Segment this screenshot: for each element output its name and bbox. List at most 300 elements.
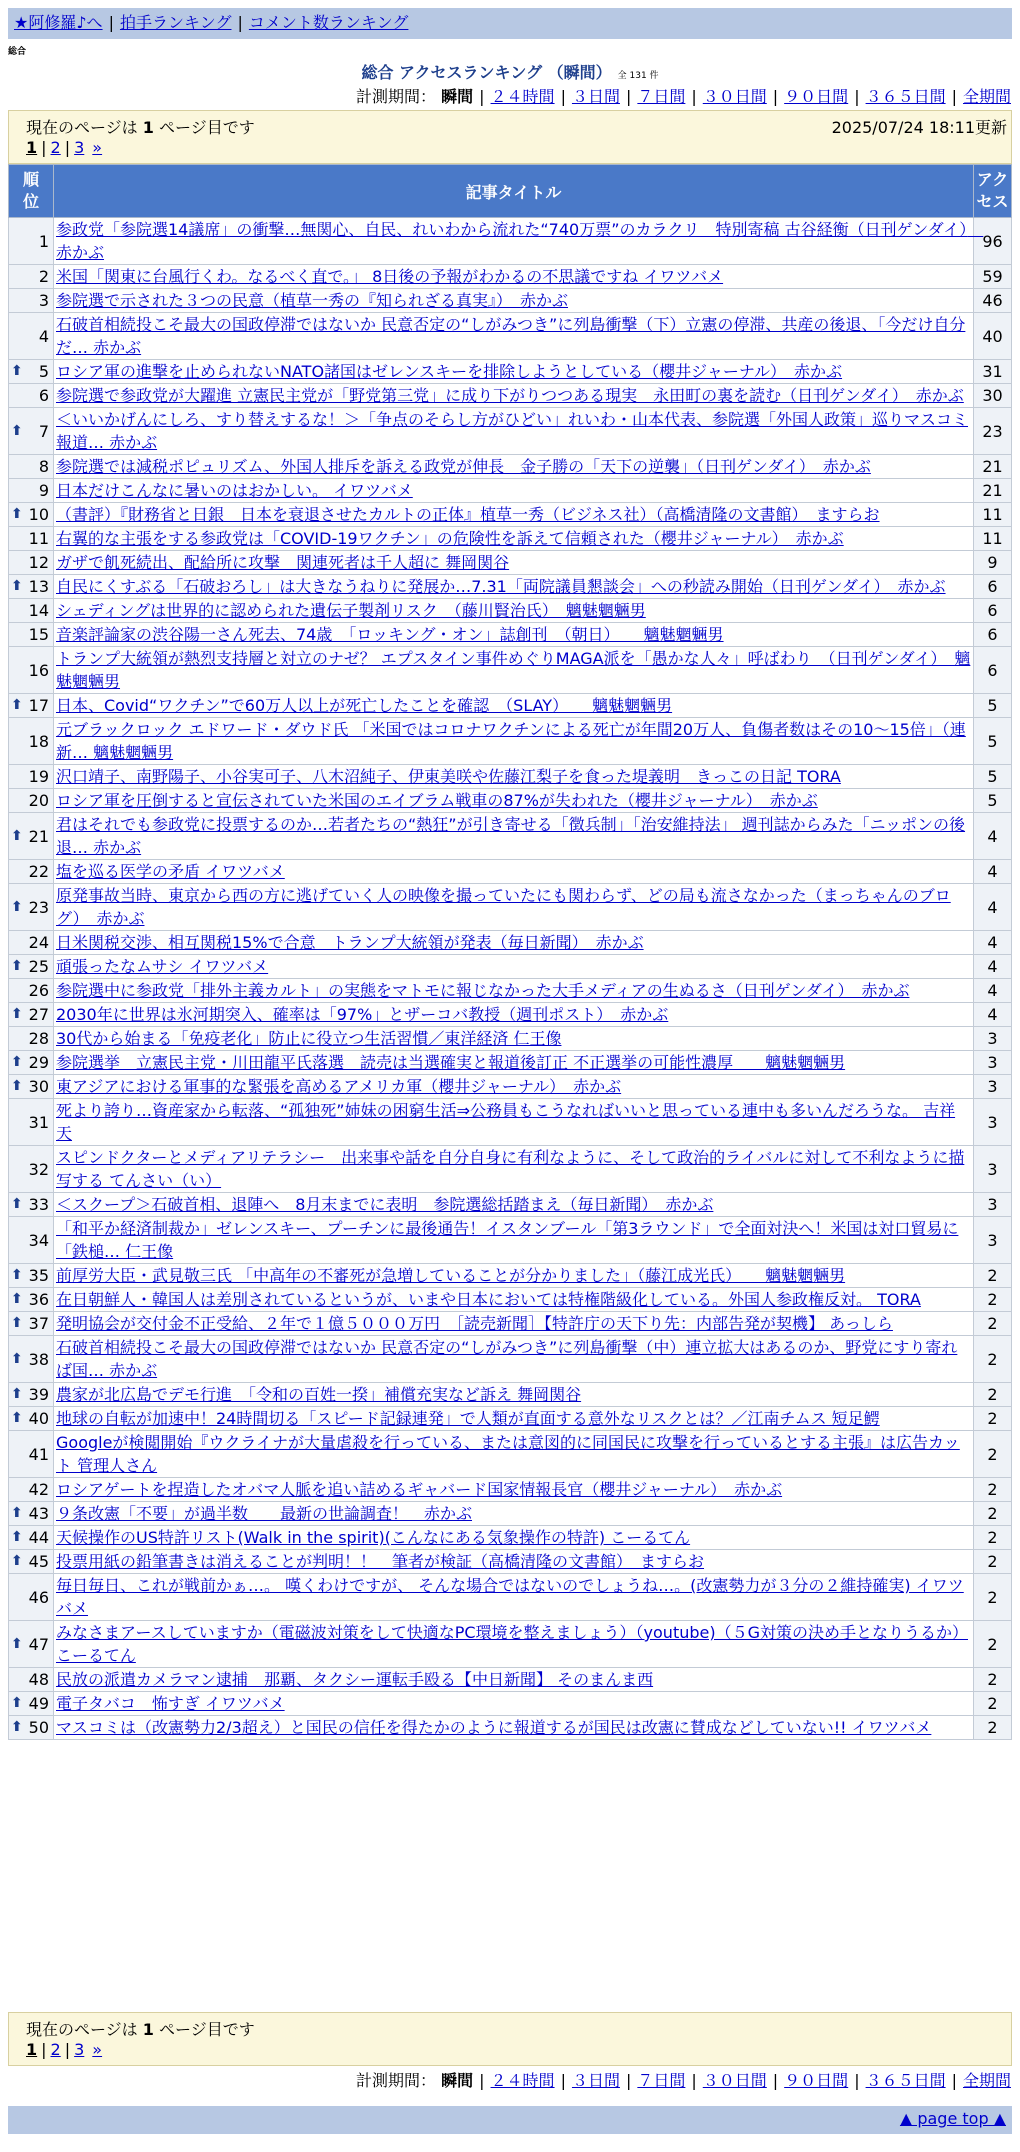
rank-number: 1 [38,231,49,251]
access-count: 6 [974,623,1012,647]
separator: | [479,2071,485,2090]
article-title-link[interactable]: マスコミは（改憲勢力2/3超え）と国民の信任を得たかのように報道するが国民は改憲に賛成などしていない!! イワツバメ [56,1718,932,1737]
rank-number: 19 [28,767,49,786]
title-cell [54,289,974,313]
page-status-suffix: ページ目です [159,2020,255,2039]
access-count: 5 [974,765,1012,789]
rank-number: 44 [28,1528,49,1547]
rank-number: 48 [28,1670,49,1689]
rank-number: 39 [28,1385,49,1404]
rank-up-arrow-icon: ⬆ [11,422,23,439]
period-current: 瞬間 [441,2071,474,2090]
title-cell [54,265,974,289]
access-count: 2 [974,1478,1012,1502]
separator: | [237,13,243,32]
title-cell [54,218,984,265]
article-title-link[interactable]: 日本、Covid“ワクチン”で60万人以上が死亡したことを確認 （SLAY） 魑魅魍魎男 [56,696,673,715]
article-title-link[interactable]: 自民にくすぶる「石破おろし」は大きなうねりに発展か…7.31「両院議員懇談会」への秒読み開始（日刊ゲンダイ） 赤かぶ [56,577,946,596]
article-title-link[interactable]: 前厚労大臣・武見敬三氏 「中高年の不審死が急増していることが分かりました」（藤江成光氏） 魑魅魍魎男 [56,1266,846,1285]
article-title-link[interactable]: ９条改憲「不要」が過半数 最新の世論調査！ 赤かぶ [56,1504,473,1523]
rank-up-arrow-icon: ⬆ [11,363,23,379]
table-row [9,503,1012,527]
next-page-link[interactable]: » [92,138,103,157]
table-row [9,1312,1012,1336]
page-status-suffix: ページ目です [159,118,255,137]
section-label: 総合 [8,47,27,57]
table-row [9,575,1012,599]
page-info-top [8,110,1012,164]
access-count: 5 [974,694,1012,718]
article-title-link[interactable]: 毎日毎日、これが戦前かぁ…。 嘆くわけですが、 そんな場合ではないのでしょうね…。(改憲勢力が３分の２維持確実) イワツバメ [56,1576,964,1618]
rank-number: 28 [28,1029,49,1048]
access-count: 2 [974,1336,1012,1383]
rank-number: 30 [28,1077,49,1096]
period-365d-link[interactable]: ３６５日間 [865,87,946,106]
rank-up-arrow-icon: ⬆ [11,1719,23,1735]
access-count: 4 [974,979,1012,1003]
rank-number: 23 [28,897,49,917]
article-title-link[interactable]: 米国「関東に台風行くわ。なるべく直で。」 8日後の予報がわかるの不思議ですね イワツバメ [56,267,724,286]
rank-cell [9,1336,54,1383]
separator: | [64,2040,71,2059]
title-cell [54,1312,974,1336]
article-title-link[interactable]: 右翼的な主張をする参政党は「COVID-19ワクチン」の危険性を訴えて信頼された（櫻井ジャーナル） 赤かぶ [56,529,844,548]
comment-ranking-link[interactable]: コメント数ランキング [248,13,409,32]
rank-number: 25 [28,957,49,976]
rank-cell [9,765,54,789]
rank-number: 11 [28,529,49,548]
table-row [9,1075,1012,1099]
title-cell [54,931,974,955]
table-row [9,551,1012,575]
article-title-link[interactable]: 民放の派遣カメラマン逮捕 那覇、タクシー運転手殴る【中日新聞】 そのまんま西 [56,1670,654,1689]
title-cell [54,623,974,647]
access-count: 6 [974,599,1012,623]
rank-up-arrow-icon: ⬆ [11,578,23,594]
period-all-link[interactable]: 全期間 [962,2071,1011,2090]
rank-number: 10 [28,505,49,524]
access-count: 6 [974,575,1012,599]
title-cell [54,527,974,551]
rank-cell [9,1526,54,1550]
title-cell [54,813,974,860]
applause-ranking-link[interactable]: 拍手ランキング [119,13,232,32]
access-count: 4 [974,860,1012,884]
article-title-link[interactable]: Googleが検閲開始『ウクライナが大量虐殺を行っている、または意図的に同国民に攻撃を行っているとする主張』は広告カット 管理人さん [56,1433,960,1475]
rank-number: 20 [28,791,49,810]
rank-up-arrow-icon: ⬆ [11,1291,23,1307]
access-count: 3 [974,1027,1012,1051]
table-row [9,1051,1012,1075]
rank-number: 2 [38,267,49,286]
article-title-link[interactable]: 東アジアにおける軍事的な緊張を高めるアメリカ軍（櫻井ジャーナル） 赤かぶ [56,1077,622,1096]
article-title-link[interactable]: ＜スクープ＞石破首相、退陣へ 8月末までに表明 参院選総括踏まえ（毎日新聞） 赤かぶ [56,1195,714,1214]
rank-number: 16 [28,660,49,680]
article-title-link[interactable]: 参院選で示された３つの民意（植草一秀の『知られざる真実』） 赤かぶ [56,291,569,310]
access-count: 59 [974,265,1012,289]
access-count: 21 [974,455,1012,479]
article-title-link[interactable]: 参院選中に参政党「排外主義カルト」の実態をマトモに報じなかった大手メディアの生ぬるさ（日刊ゲンダイ） 赤かぶ [56,981,910,1000]
title-cell [54,575,974,599]
rank-cell [9,623,54,647]
article-title-link[interactable]: 原発事故当時、東京から西の方に逃げていく人の映像を撮っていたにも関わらず、どの局も流さなかった（まっちゃんのブログ） 赤かぶ [56,886,951,928]
period-all-link[interactable]: 全期間 [962,87,1011,106]
table-row [9,1668,1012,1692]
page-title [0,60,1020,83]
access-count: 4 [974,955,1012,979]
article-title-link[interactable]: 「和平か経済制裁か」ゼレンスキー、プーチンに最後通告！イスタンブール「第3ラウンド」で全面対決へ！米国は対口貿易に「鉄槌… 仁王像 [56,1219,959,1261]
page-status-number: 1 [142,2020,154,2039]
separator: | [772,2071,779,2090]
rank-cell [9,384,54,408]
title-cell [54,455,974,479]
rank-cell [9,1668,54,1692]
rank-cell [9,1003,54,1027]
article-title-link[interactable]: 石破首相続投こそ最大の国政停滞ではないか 民意否定の“しがみつき”に列島衝撃（下）立憲の停滞、共産の後退、「今だけ自分だ… 赤かぶ [56,315,966,357]
table-row [9,1099,1012,1146]
table-row [9,1502,1012,1526]
table-row [9,1550,1012,1574]
access-count: 2 [974,1621,1012,1668]
rank-cell [9,813,54,860]
rank-up-arrow-icon: ⬆ [11,1553,23,1569]
access-count: 4 [974,884,1012,931]
article-title-link[interactable]: 日米関税交渉、相互関税15%で合意 トランプ大統領が発表（毎日新聞） 赤かぶ [56,933,644,952]
table-row [9,1146,1012,1193]
rank-cell [9,575,54,599]
access-count: 3 [974,1217,1012,1264]
access-count: 30 [974,384,1012,408]
rank-cell [9,1621,54,1668]
home-link[interactable]: ★阿修羅♪へ [14,13,103,32]
title-cell [54,979,974,1003]
rank-cell [9,360,54,384]
rank-number: 9 [38,481,49,500]
rank-cell [9,527,54,551]
rank-up-arrow-icon: ⬆ [11,1078,23,1094]
table-row [9,931,1012,955]
article-title-link[interactable]: スピンドクターとメディアリテラシー 出来事や話を自分自身に有利なように、そして政治的ライバルに対して不利なように描写する てんさい（い） [56,1148,965,1190]
updated-timestamp: 2025/07/24 18:11更新 [831,118,1007,137]
rank-number: 34 [28,1230,49,1250]
title-cell [54,1526,974,1550]
table-row [9,694,1012,718]
article-title-link[interactable]: 在日朝鮮人・韓国人は差別されているというが、いまや日本においては特権階級化している。外国人参政権反対。 TORA [56,1290,921,1309]
table-row [9,1692,1012,1716]
rank-cell [9,718,54,765]
table-row [9,527,1012,551]
article-title-link[interactable]: 参院選では減税ポピュリズム、外国人排斥を訴える政党が伸長 金子勝の「天下の逆襲」（日刊ゲンダイ） 赤かぶ [56,457,871,476]
article-title-link[interactable]: 沢口靖子、南野陽子、小谷実可子、八木沼純子、伊東美咲や佐藤江梨子を食った堤義明 きっこの日記 TORA [56,767,841,786]
article-title-link[interactable]: みなさまアースしていますか（電磁波対策をして快適なPC環境を整えましょう）（youtube)（５G対策の決め手となりうるか） こーるてん [56,1623,968,1665]
table-row [9,1431,1012,1478]
table-row [9,384,1012,408]
access-count: 3 [974,1193,1012,1217]
current-page: 1 [26,2040,38,2059]
title-cell [54,1003,974,1027]
access-count: 3 [974,1099,1012,1146]
rank-up-arrow-icon: ⬆ [11,827,23,844]
rank-number: 5 [38,362,49,381]
access-header: アクセス [974,165,1012,218]
rank-cell [9,1716,54,1740]
rank-cell [9,1550,54,1574]
article-title-link[interactable]: 30代から始まる「免疫老化」防止に役立つ生活習慣／東洋経済 仁王像 [56,1029,562,1048]
table-row [9,718,1012,765]
page-3-link[interactable]: 3 [74,138,85,157]
rank-cell [9,218,54,265]
article-title-link[interactable]: 2030年に世界は氷河期突入、確率は「97%」とザーコバ教授（週刊ポスト） 赤かぶ [56,1005,669,1024]
table-row [9,479,1012,503]
separator: | [41,138,47,157]
table-row [9,360,1012,384]
rank-cell [9,1478,54,1502]
separator: | [951,2071,957,2090]
rank-number: 49 [28,1694,49,1713]
period-365d-link[interactable]: ３６５日間 [865,2071,946,2090]
title-cell [54,1264,974,1288]
access-count: 4 [974,931,1012,955]
total-count: 全 131 件 [617,71,659,81]
rank-cell [9,1383,54,1407]
separator: | [951,87,957,106]
title-cell [54,384,974,408]
title-cell [54,1075,974,1099]
page-status-prefix: 現在のページは [26,118,138,137]
rank-cell [9,694,54,718]
table-row [9,1407,1012,1431]
rank-number: 38 [28,1349,49,1369]
period-3d-link[interactable]: ３日間 [571,2071,620,2090]
table-row [9,979,1012,1003]
period-selector-bottom [356,2070,1011,2092]
table-row [9,1027,1012,1051]
period-selector-top [356,86,1011,108]
title-header: 記事タイトル [54,165,974,218]
access-count: 2 [974,1264,1012,1288]
rank-cell [9,1264,54,1288]
ranking-table [8,164,1012,1740]
article-title-link[interactable]: 日本だけこんなに暑いのはおかしい。 イワツバメ [56,481,413,500]
article-title-link[interactable]: 塩を巡る医学の矛盾 イワツバメ [56,862,285,881]
article-title-link[interactable]: シェディングは世界的に認められた遺伝子製剤リスク （藤川賢治氏） 魑魅魍魎男 [56,601,646,620]
next-page-link[interactable]: » [92,2040,103,2059]
period-90d-link[interactable]: ９０日間 [784,87,849,106]
rank-up-arrow-icon: ⬆ [11,898,23,915]
separator: | [854,87,860,106]
article-title-link[interactable]: 地球の自転が加速中！24時間切る「スピード記録連発」で人類が直面する意外なリスクとは？／江南チムス 短足鰐 [56,1409,880,1428]
rank-number: 45 [28,1552,49,1571]
table-row [9,1336,1012,1383]
rank-cell [9,1146,54,1193]
separator: | [560,87,566,106]
rank-up-arrow-icon: ⬆ [11,1315,23,1331]
period-7d-link[interactable]: ７日間 [637,87,686,106]
page-top-link[interactable]: ▲ page top ▲ [899,2109,1006,2128]
title-cell [54,1099,974,1146]
period-30d-link[interactable]: ３０日間 [702,2071,767,2090]
top-nav-bar [8,8,1012,39]
rank-cell [9,884,54,931]
separator: | [772,87,779,106]
rank-number: 33 [28,1195,49,1214]
article-title-link[interactable]: ロシア軍を圧倒すると宣伝されていた米国のエイブラム戦車の87%が失われた（櫻井ジャーナル） 赤かぶ [56,791,818,810]
access-count: 2 [974,1550,1012,1574]
rank-cell [9,1692,54,1716]
article-title-link[interactable]: 農家が北広島でデモ行進 「令和の百姓一揆」補償充実など訴え 舞岡関谷 [56,1385,582,1404]
title-cell [54,551,974,575]
article-title-link[interactable]: 音楽評論家の渋谷陽一さん死去、74歳 「ロッキング・オン」誌創刊 （朝日） 魑魅魍魎男 [56,625,724,644]
ranking-title: 総合 アクセスランキング （瞬間） [361,63,612,82]
title-cell [54,1574,974,1621]
article-title-link[interactable]: 投票用紙の鉛筆書きは消えることが判明！！ 筆者が検証（高橋清隆の文書館） ますらお [56,1552,705,1571]
access-count: 4 [974,813,1012,860]
rank-cell [9,1288,54,1312]
rank-up-arrow-icon: ⬆ [11,1196,23,1212]
article-title-link[interactable]: 石破首相続投こそ最大の国政停滞ではないか 民意否定の“しがみつき”に列島衝撃（中）連立拡大はあるのか、野党にすり寄れば国… 赤かぶ [56,1338,958,1380]
article-title-link[interactable]: 参院選で参政党が大躍進 立憲民主党が「野党第三党」に成り下がりつつある現実 永田町の裏を読む（日刊ゲンダイ） 赤かぶ [56,386,964,405]
access-count: 3 [974,1051,1012,1075]
page-3-link[interactable]: 3 [74,2040,85,2059]
rank-number: 29 [28,1053,49,1072]
table-row [9,218,1012,265]
title-cell [54,860,974,884]
rank-up-arrow-icon: ⬆ [11,1529,23,1545]
separator: | [625,87,632,106]
title-cell [54,1288,974,1312]
table-header-row [9,165,1012,218]
article-title-link[interactable]: 天候操作のUS特許リスト(Walk in the spirit)(こんなにある気象操作の特許) こーるてん [56,1528,691,1547]
rank-number: 47 [28,1634,49,1654]
title-cell [54,1668,974,1692]
rank-cell [9,599,54,623]
article-title-link[interactable]: （書評）『財務省と日銀 日本を衰退させたカルトの正体』植草一秀（ビジネス社）（高橋清隆の文書館） ますらお [56,505,880,524]
period-7d-link[interactable]: ７日間 [637,2071,686,2090]
table-row [9,1217,1012,1264]
access-count: 5 [974,718,1012,765]
title-cell [54,1431,974,1478]
access-count: 11 [974,527,1012,551]
article-title-link[interactable]: 参院選挙 立憲民主党・川田龍平氏落選 読売は当選確実と報道後訂正 不正選挙の可能性濃厚 魑魅魍魎男 [56,1053,846,1072]
access-count: 46 [974,289,1012,313]
title-cell [54,408,974,455]
table-row [9,789,1012,813]
access-count: 2 [974,1692,1012,1716]
table-row [9,265,1012,289]
page-status-number: 1 [142,118,154,137]
rank-cell [9,408,54,455]
rank-cell [9,1431,54,1478]
rank-cell [9,479,54,503]
title-cell [54,1217,974,1264]
access-count: 96 [974,218,1012,265]
access-count: 21 [974,479,1012,503]
rank-up-arrow-icon: ⬆ [11,506,23,522]
rank-number: 8 [38,457,49,476]
title-cell [54,884,974,931]
rank-cell [9,455,54,479]
rank-cell [9,979,54,1003]
rank-cell [9,1502,54,1526]
rank-number: 46 [28,1587,49,1607]
page-info-bottom [8,2012,1012,2066]
ranking-table-body [9,218,1012,1740]
article-title-link[interactable]: ロシア軍の進撃を止められないNATO諸国はゼレンスキーを排除しようとしている（櫻井ジャーナル） 赤かぶ [56,362,843,381]
access-count: 6 [974,647,1012,694]
table-row [9,1193,1012,1217]
table-row [9,623,1012,647]
period-24h-link[interactable]: ２４時間 [490,2071,555,2090]
table-row [9,313,1012,360]
table-row [9,1478,1012,1502]
table-row [9,647,1012,694]
title-cell [54,765,974,789]
title-cell [54,1692,974,1716]
bottom-bar [8,2106,1012,2134]
period-90d-link[interactable]: ９０日間 [784,2071,849,2090]
access-count: 23 [974,408,1012,455]
rank-number: 13 [28,577,49,596]
table-row [9,1264,1012,1288]
access-count: 2 [974,1574,1012,1621]
title-cell [54,1336,974,1383]
access-count: 3 [974,1075,1012,1099]
access-count: 40 [974,313,1012,360]
rank-number: 32 [28,1159,49,1179]
rank-cell [9,789,54,813]
article-title-link[interactable]: 参政党「参院選14議席」の衝撃…無関心、自民、れいわから流れた“740万票”のカラクリ 特別寄稿 古谷経衡（日刊ゲンダイ） 赤かぶ [56,220,984,262]
article-title-link[interactable]: ＜いいかげんにしろ、すり替えするな！＞「争点のそらし方がひどい」れいわ・山本代表、参院選「外国人政策」巡りマスコミ報道… 赤かぶ [56,410,969,452]
article-title-link[interactable]: ガザで飢死続出、配給所に攻撃 関連死者は千人超に 舞岡関谷 [56,553,510,572]
period-24h-link[interactable]: ２４時間 [490,87,555,106]
title-cell [54,1027,974,1051]
period-30d-link[interactable]: ３０日間 [702,87,767,106]
article-title-link[interactable]: ロシアゲートを捏造したオバマ人脈を追い詰めるギャバード国家情報長官（櫻井ジャーナル） 赤かぶ [56,1480,783,1499]
table-row [9,1288,1012,1312]
article-title-link[interactable]: 君はそれでも参政党に投票するのか…若者たちの“熱狂”が引き寄せる「徴兵制」「治安維持法」 週刊誌からみた「ニッポンの後退… 赤かぶ [56,815,966,857]
rank-number: 17 [28,696,49,715]
article-title-link[interactable]: 電子タバコ 怖すぎ イワツバメ [56,1694,285,1713]
rank-cell [9,1407,54,1431]
title-cell [54,1716,974,1740]
article-title-link[interactable]: 頑張ったなムサシ イワツバメ [56,957,269,976]
access-count: 11 [974,503,1012,527]
article-title-link[interactable]: トランプ大統領が熱烈支持層と対立のナゼ？ エプスタイン事件めぐりMAGA派を「愚かな人々」呼ばわり （日刊ゲンダイ） 魑魅魍魎男 [56,649,971,691]
page-2-link[interactable]: 2 [50,138,61,157]
table-row [9,813,1012,860]
article-title-link[interactable]: 発明協会が交付金不正受給、２年で１億５０００万円 ［読売新聞］【特許庁の天下り先：内部告発が契機】 あっしら [56,1314,893,1333]
table-row [9,860,1012,884]
title-cell [54,789,974,813]
title-cell [54,599,974,623]
page-2-link[interactable]: 2 [50,2040,61,2059]
rank-cell [9,1027,54,1051]
title-cell [54,503,974,527]
separator: | [64,138,71,157]
rank-cell [9,313,54,360]
title-cell [54,313,974,360]
rank-cell [9,551,54,575]
rank-cell [9,1312,54,1336]
access-count: 2 [974,1716,1012,1740]
rank-number: 40 [28,1409,49,1428]
rank-number: 27 [28,1005,49,1024]
article-title-link[interactable]: 元ブラックロック エドワード・ダウド氏 「米国ではコロナワクチンによる死亡が年間20万人、負傷者数はその10～15倍」（連新… 魑魅魍魎男 [56,720,966,762]
period-3d-link[interactable]: ３日間 [571,87,620,106]
article-title-link[interactable]: 死より誇り…資産家から転落、“孤独死”姉妹の困窮生活⇒公務員もこうなればいいと思っている連中も多いんだろうな。 吉祥天 [56,1101,956,1143]
access-count: 31 [974,360,1012,384]
rank-cell [9,289,54,313]
